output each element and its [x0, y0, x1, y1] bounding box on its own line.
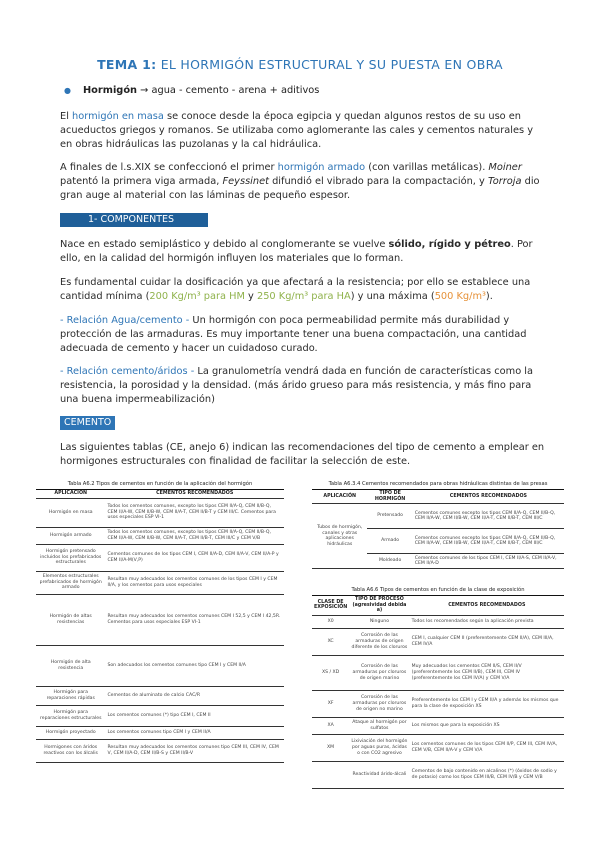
table-exposure-class: [312, 587, 564, 789]
table-header: APLICACIÓN: [36, 490, 105, 499]
page-title: TEMA 1: EL HORMIGÓN ESTRUCTURAL Y SU PUESTA EN OBRA: [97, 57, 503, 72]
table-row: Hormigones con áridos reactivos con los álcalis Resultan muy adecuados los cementos comunes tipo CEM III, CEM IV, CEM V, CEM II/A-D, CEM II/B-S y CEM II/B-V: [36, 739, 284, 762]
table-header: CLASE DE EXPOSICIÓN: [312, 596, 349, 616]
table-row: Reactividad árido-álcali Cementos de bajo contenido en alcalinos (*) (óxidos de sodio y de potasio) como los tipos CEM III/B, CEM IV/B y CEM V/B: [312, 761, 564, 788]
table-hydraulic-works: [312, 481, 564, 569]
table-row: XF Corrosión de las armaduras por cloruros de origen no marino Preferentemente los CEM I y CEM II/A y además los mismos que para la clase de exposición XS: [312, 690, 564, 717]
table-header: CEMENTOS RECOMENDADOS: [105, 490, 284, 499]
cement-paragraph: Las siguientes tablas (CE, anejo 6) indican las recomendaciones del tipo de cemento a emplear en hormigones estructurales con finalidad de facilitar la selección de este.: [60, 442, 545, 468]
table-row: X0 Ninguno Todos los recomendados según la aplicación prevista: [312, 615, 564, 628]
table-cement-application: [36, 481, 284, 763]
table-caption: Tabla A6.3.4 Cementos recomendados para obras hidráulicas distintas de las presas: [328, 481, 548, 487]
components-paragraph-3: - Relación Agua/cemento - Un hormigón con poca permeabilidad permite más durabilidad y protección de las armaduras. Es muy importante tener una buena compactación, una cantidad adecuada de cemento y hacer un cuidadoso curado.: [60, 315, 527, 355]
table-row: Hormigón en masa Todos los cementos comunes, excepto los tipos CEM II/A-Q, CEM II/B-Q, CEM II/A-W, CEM II/B-W, CEM II/A-T, CEM II/B-T y CEM III/C. Cementos para usos especiales ESP VI-1: [36, 498, 284, 527]
table-row: Tubos de hormigón, canales y otras aplicaciones hidráulicas Pretensado Cementos comunes excepto los tipos CEM II/A-Q, CEM II/B-Q, CEM II/A-W, CEM II/B-W, CEM II/A-T, CEM II/B-T, CEM III/C: [312, 504, 564, 529]
table-row: Hormigón para reparaciones rápidas Cementos de aluminato de calcio CAC/R: [36, 686, 284, 705]
table-row: Hormigón proyectado Los cementos comunes tipo CEM I y CEM II/A: [36, 726, 284, 739]
table-header: TIPO DE PROCESO (agresividad debida a): [349, 596, 409, 616]
table-row: XM Lixiviación del hormigón por aguas puras, ácidas o con CO2 agresivo Los cementos comunes de los tipos CEM II/P, CEM III, CEM IV/A, CEM V/B, CEM II/A-V y CEM V/A: [312, 734, 564, 761]
table-row: XA Ataque al hormigón por sulfatos Los mismos que para la exposición XS: [312, 717, 564, 734]
table-caption: Tabla A6.2 Tipos de cementos en función de la aplicación del hormigón: [67, 481, 253, 487]
section-heading-cement: CEMENTO: [60, 416, 115, 430]
table-header: CEMENTOS RECOMENDADOS: [410, 596, 564, 616]
table-row: Hormigón de altas resistencias Resultan muy adecuados los cementos comunes CEM I 52,5 y CEM I 42,5R. Cementos para usos especiales ESP VI-1: [36, 594, 284, 645]
bullet-icon: ●: [64, 86, 71, 95]
components-paragraph-4: - Relación cemento/áridos - La granulometría vendrá dada en función de características como la resistencia, la porosidad y la densidad. (más árido grueso para más resistencia, y más fino para una buena impermeabilización): [60, 366, 534, 406]
table-row: XC Corrosión de las armaduras de origen diferente de los cloruros CEM I, cualquier CEM II (preferentemente CEM II/A), CEM III/A, CEM IV/A: [312, 628, 564, 655]
intro-paragraph-1: El hormigón en masa se conoce desde la época egipcia y quedan algunos restos de su uso en acueductos griegos y romanos. Se utilizaba como aglomerante las cales y cementos naturales y en obras hidráulicas las puzolanas y la cal hidráulica.: [60, 111, 534, 151]
table-row: Hormigón armado Todos los cementos comunes, excepto los tipos CEM II/A-Q, CEM II/B-Q, CEM II/A-W, CEM II/B-W, CEM II/A-T, CEM II/B-T, CEM III/C y CEM V/B: [36, 527, 284, 544]
table-row: Hormigón pretensado incluidos los prefabricados estructurales Cementos comunes de los tipos CEM I, CEM II/A-D, CEM II/A-V, CEM II/A-P y CEM II/A-M(V,P): [36, 544, 284, 571]
table-row: Hormigón para reparaciones estructurales Los cementos comunes (*) tipo CEM I, CEM II: [36, 705, 284, 726]
table-row: Moldeado Cementos comunes de los tipos CEM I, CEM II/A-S, CEM II/A-V, CEM II/A-D: [312, 554, 564, 569]
components-paragraph-2: Es fundamental cuidar la dosificación ya que afectará a la resistencia; por ello se establece una cantidad mínima (200 Kg/m³ para HM y 250 Kg/m³ para HA) y una máxima (500 Kg/m³).: [60, 277, 531, 303]
table-row: Elementos estructurales prefabricados de hormigón armado Resultan muy adecuados los cementos comunes de los tipos CEM I y CEM II/A, y los cementos para usos especiales: [36, 571, 284, 594]
intro-paragraph-2: A finales de l.s.XIX se confeccionó el primer hormigón armado (con varillas metálicas). Moiner patentó la primera viga armada, Feyssinet difundió el vibrado para la compactación, y Torroja dio gran auge al material con las láminas de pequeño espesor.: [60, 162, 540, 202]
table-row: Hormigón de alta resistencia Son adecuados los cementos comunes tipo CEM I y CEM II/A: [36, 645, 284, 686]
table-header: CEMENTOS RECOMENDADOS: [413, 490, 564, 504]
section-heading-components: 1- COMPONENTES: [60, 213, 208, 227]
components-paragraph-1: Nace en estado semiplástico y debido al conglomerante se vuelve sólido, rígido y pétreo. Por ello, en la calidad del hormigón influyen los materiales que lo forman.: [60, 239, 533, 265]
table-caption: Tabla A6.6 Tipos de cementos en función de la clase de exposición: [351, 587, 525, 593]
table-header: TIPO DE HORMIGÓN: [367, 490, 412, 504]
table-header: APLICACIÓN: [312, 490, 367, 504]
formula-bullet: ● Hormigón → agua - cemento - arena + aditivos: [64, 85, 320, 96]
table-row: Armado Cementos comunes excepto los tipos CEM II/A-Q, CEM II/B-Q, CEM II/A-W, CEM II/B-W, CEM II/A-T, CEM II/B-T, CEM III/C: [312, 529, 564, 554]
table-row: XS / XD Corrosión de las armaduras por cloruros de origen marino Muy adecuados los cementos CEM II/S, CEM II/V (preferentemente los CEM II/B), CEM III, CEM IV (preferentemente los CEM IV/A) y CEM V/A: [312, 655, 564, 690]
